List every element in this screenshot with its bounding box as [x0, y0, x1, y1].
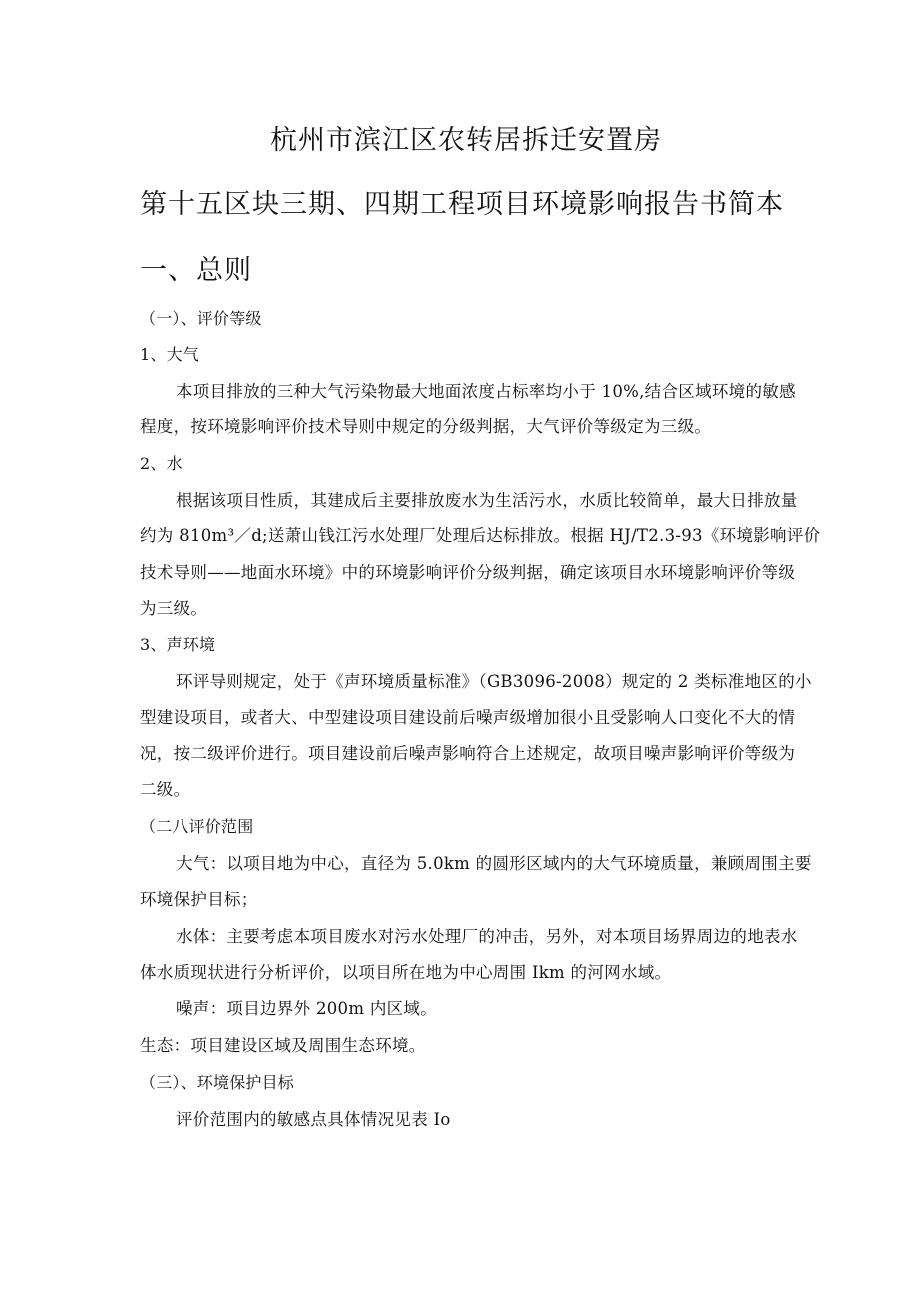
paragraph-line: 体水质现状进行分析评价，以项目所在地为中心周围 Ikm 的河网水域。 — [140, 963, 672, 982]
paragraph-line: 大气：以项目地为中心，直径为 5.0km 的圆形区域内的大气环境质量，兼顾周围主要 — [176, 854, 812, 873]
item-heading-noise: 3、声环境 — [140, 635, 216, 654]
section-heading: 一、总则 — [140, 255, 252, 286]
item-heading-air: 1、大气 — [140, 345, 199, 364]
paragraph-line: 约为 810m³／d;送萧山钱江污水处理厂处理后达标排放。根据 HJ/T2.3-93《环境影响评价 — [140, 526, 821, 545]
paragraph-line: 评价范围内的敏感点具体情况见表 Io — [176, 1110, 451, 1129]
item-heading-water: 2、水 — [140, 454, 183, 473]
paragraph-line: 程度，按环境影响评价技术导则中规定的分级判据，大气评价等级定为三级。 — [140, 417, 712, 436]
paragraph-line: 噪声：项目边界外 200m 内区域。 — [176, 999, 438, 1018]
subsection-heading-grade: （一）、评价等级 — [140, 309, 262, 328]
paragraph-line: 本项目排放的三种大气污染物最大地面浓度占标率均小于 10%,结合区域环境的敏感 — [176, 382, 796, 401]
paragraph-line: 技术导则——地面水环境》中的环境影响评价分级判据，确定该项目水环境影响评价等级 — [140, 563, 796, 582]
subsection-heading-scope: （二八评价范围 — [140, 817, 254, 836]
paragraph-line: 环境保护目标； — [140, 890, 258, 909]
paragraph-line: 水体：主要考虑本项目废水对污水处理厂的冲击，另外，对本项目场界周边的地表水 — [176, 927, 798, 946]
document-title-line-1: 杭州市滨江区农转居拆迁安置房 — [270, 125, 662, 156]
paragraph-line: 环评导则规定，处于《声环境质量标准》（GB3096-2008）规定的 2 类标准地区的小 — [176, 672, 812, 691]
paragraph-line: 型建设项目，或者大、中型建设项目建设前后噪声级增加很小且受影响人口变化不大的情 — [140, 708, 796, 727]
paragraph-line: 二级。 — [140, 780, 191, 799]
paragraph-line: 为三级。 — [140, 599, 208, 618]
document-title-line-2: 第十五区块三期、四期工程项目环境影响报告书简本 — [140, 189, 784, 220]
paragraph-line: 根据该项目性质，其建成后主要排放废水为生活污水，水质比较简单，最大日排放量 — [176, 491, 798, 510]
paragraph-line: 况，按二级评价进行。项目建设前后噪声影响符合上述规定，故项目噪声影响评价等级为 — [140, 744, 796, 763]
subsection-heading-targets: （三）、环境保护目标 — [140, 1073, 295, 1092]
paragraph-line: 生态：项目建设区域及周围生态环境。 — [140, 1036, 426, 1055]
